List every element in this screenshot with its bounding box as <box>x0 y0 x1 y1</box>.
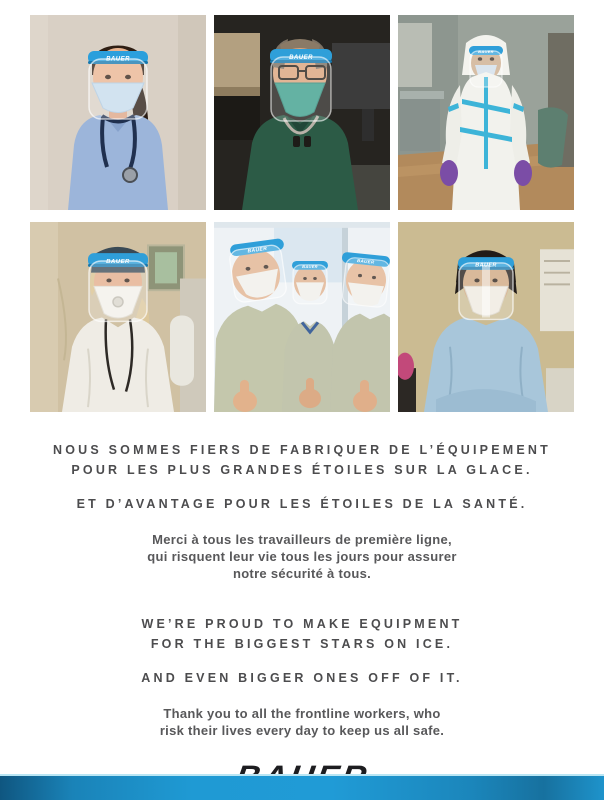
french-copy-block <box>0 440 604 582</box>
french-body-line1: Merci à tous les travailleurs de première ligne, <box>152 532 452 547</box>
english-body-text <box>0 705 604 739</box>
photo3-purple-glove <box>440 160 458 186</box>
french-body-line2: qui risquent leur vie tous les jours pour assurer <box>147 549 457 564</box>
photo3-face-shield <box>470 51 502 87</box>
photo3-blue-tape-zip <box>484 77 488 169</box>
french-subheadline: ET D’AVANTAGE POUR LES ÉTOILES DE LA SANTÉ. <box>76 497 528 511</box>
english-headline-line2: FOR THE BIGGEST STARS ON ICE. <box>150 637 454 651</box>
english-copy-block <box>0 614 604 739</box>
french-headline <box>0 440 604 480</box>
french-headline-line1: NOUS SOMMES FIERS DE FABRIQUER DE L’ÉQUIPEMENT <box>53 443 551 457</box>
photo1-face-shield <box>89 59 147 119</box>
photo2-bauer-visor <box>270 49 332 121</box>
photo4-face-shield <box>89 261 147 321</box>
french-body-text <box>0 531 604 582</box>
french-body-line3: notre sécurité à tous. <box>232 566 372 581</box>
bottom-accent-bar <box>0 774 604 800</box>
photo-doctor-green-scrubs <box>214 15 390 210</box>
photo3-bauer-visor <box>469 46 503 87</box>
photo2-face-shield <box>271 57 331 121</box>
english-body-line1: Thank you to all the frontline workers, who <box>163 706 441 721</box>
photo-worker-blue-gown <box>398 222 574 412</box>
photo4-bauer-visor <box>88 253 148 321</box>
photo6-bauer-visor <box>458 257 514 319</box>
english-subheadline: AND EVEN BIGGER ONES OFF OF IT. <box>141 671 463 685</box>
photo3-purple-glove <box>514 160 532 186</box>
french-headline-line2: POUR LES PLUS GRANDES ÉTOILES SUR LA GLACE. <box>71 463 533 477</box>
english-headline <box>0 614 604 654</box>
photo-nurse-blue-scrubs <box>30 15 206 210</box>
photo-dental-worker-white-gown <box>30 222 206 412</box>
english-body-line2: risk their lives every day to keep us all safe. <box>159 723 445 738</box>
english-headline-line1: WE’RE PROUD TO MAKE EQUIPMENT <box>141 617 463 631</box>
photo-three-workers-thumbs-up <box>214 222 390 412</box>
photo1-bauer-visor <box>88 51 148 119</box>
photo-hazmat-suit-worker <box>398 15 574 210</box>
